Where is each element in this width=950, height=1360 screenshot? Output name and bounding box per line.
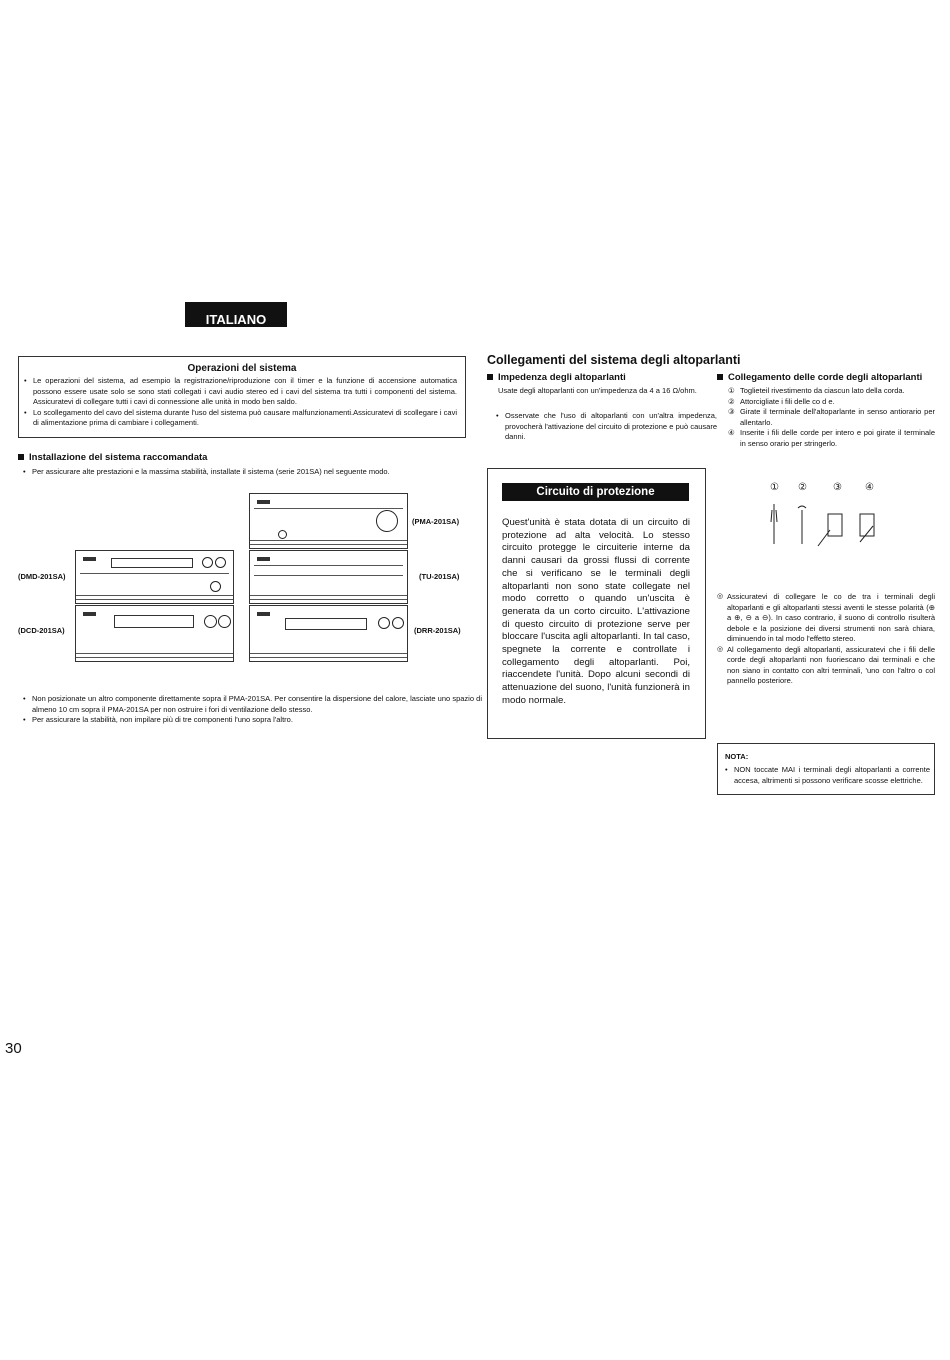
cord-steps-figure (760, 480, 890, 550)
dcd-201sa-unit (75, 605, 234, 662)
list-item: • Per assicurare la stabilità, non impilare più di tre componenti l'uno sopra l'altro. (32, 715, 482, 726)
cord-illustration (760, 496, 890, 550)
caution-item: ◎ Assicuratevi di collegare le co de tra i terminali degli altoparlanti e gli altoparlanti stessi aventi le stesse polarità (⊕ a ⊕, ⊖ a ⊖). In caso contrario, il suono di controllo risulterà debole e la posizione dei diversi strumenti non sarà chiara, diminuendo in tal modo l'effetto stereo. (717, 592, 935, 645)
step-item: ② Attorcigliate i fili delle co d e. (728, 396, 835, 406)
nota-title: NOTA: (725, 752, 749, 761)
cords-title: Collegamento delle corde degli altoparlanti (728, 372, 923, 383)
list-item: • Non posizionate un altro componente direttamente sopra il PMA-201SA. Per consentire la dispersione del calore, lasciate uno spazio di almeno 10 cm sopra il PMA-201SA per non ostruire i fori di ventilazione dello stesso. (32, 694, 482, 715)
list-item: • NON toccate MAI i terminali degli altoparlanti a corrente accesa, altrimenti si possono verificare scosse elettriche. (734, 765, 930, 786)
figure-number: ① (770, 482, 779, 493)
list-item: • Per assicurare alte prestazioni e la massima stabilità, installate il sistema (serie 201SA) nel seguente modo. (32, 467, 472, 478)
installation-title: Installazione del sistema raccomandata (29, 452, 208, 463)
square-bullet-icon (487, 374, 493, 380)
installation-heading (18, 452, 207, 463)
operations-list (19, 376, 465, 429)
cords-cautions (717, 592, 935, 687)
dmd-label: (DMD-201SA) (18, 572, 66, 581)
volume-knob (376, 510, 398, 532)
drr-201sa-unit (249, 605, 408, 662)
page-number: 30 (5, 1040, 22, 1057)
installation-intro (18, 467, 480, 478)
impedance-heading (487, 372, 626, 383)
drr-label: (DRR-201SA) (414, 626, 461, 635)
impedance-notes (491, 411, 725, 443)
tu-201sa-unit (249, 550, 408, 604)
pma-201sa-unit (249, 493, 408, 549)
caution-item: ◎ Al collegamento degli altoparlanti, assicuratevi che i fili delle corde degli altoparlanti non fuoriescano dai terminali e che non siano in contatto con altri terminali, 'uno con l'altro o col pannello posteriore. (717, 645, 935, 687)
installation-diagram (0, 490, 480, 665)
operations-box (18, 356, 466, 438)
dcd-label: (DCD-201SA) (18, 626, 65, 635)
nota-list (725, 765, 938, 786)
operations-title: Operazioni del sistema (187, 363, 297, 374)
step-item: ④ Inserite i fili delle corde per intero e poi girate il terminale in senso orario per stringerlo. (728, 428, 935, 448)
protection-box (487, 468, 706, 739)
speakers-title: Collegamenti del sistema degli altoparlanti (487, 353, 741, 367)
impedance-text: Usate degli altoparlanti con un'impedenza da 4 a 16 Ω/ohm. (498, 386, 697, 395)
list-item: • Lo scollegamento del cavo del sistema durante l'uso del sistema può causare malfunzionamenti.Assicuratevi di scollegare i cavi di alimentazione prima di cambiare i collegamenti. (33, 408, 457, 429)
protection-text: Quest'unità è stata dotata di un circuito di protezione ad alta velocità. Lo stesso circuito protegge le circuiterie interne da danni causari da grossi flussi di corrente che si verificano se le terminali degli altoparlanti non sono state collegate nel modo corretto o quando un'uscita è generata da un corto circuito. L'attivazione di questo circuito di protezione serve per bloccare l'uscita agli altoparlanti. In tal caso, spegnete la corrente e controllate i collegamento degli altoparlanti. Poi, riaccendete l'unità. Dopo alcuni secondi di attenuazione del suono, l'unità funzionerà in modo normale. (502, 517, 690, 706)
cords-heading (717, 372, 922, 383)
dmd-201sa-unit (75, 550, 234, 604)
figure-number: ② (798, 482, 807, 493)
square-bullet-icon (717, 374, 723, 380)
step-item: ① Toglieteil rivestimento da ciascun lato della corda. (728, 386, 905, 395)
protection-title: Circuito di protezione (502, 483, 689, 501)
list-item: • Le operazioni del sistema, ad esempio la registrazione/riproduzione con il timer e la funzione di accensione automatica possono essere usate solo se sono stati collegati i cavi audio stereo ed i cavi del sistema tra tutti i componenti del sistema. Assicuratevi di collegare tutti i cavi di connessione alle unità in modo ben saldo. (33, 376, 457, 408)
figure-number: ③ (833, 482, 842, 493)
tu-label: (TU-201SA) (419, 572, 460, 581)
impedance-title: Impedenza degli altoparlanti (498, 372, 626, 383)
language-badge: ITALIANO (185, 302, 287, 327)
figure-number: ④ (865, 482, 874, 493)
list-item: • Osservate che l'uso di altoparlanti con un'altra impedenza, provocherà l'attivazione del circuito di protezione e può causare danni. (505, 411, 717, 443)
square-bullet-icon (18, 454, 24, 460)
nota-box (717, 743, 935, 795)
pma-label: (PMA-201SA) (412, 517, 460, 526)
step-item: ③ Girate il terminale dell'altoparlante in senso antiorario per allentarlo. (728, 407, 935, 427)
cords-steps (728, 386, 935, 449)
installation-notes (18, 694, 490, 726)
